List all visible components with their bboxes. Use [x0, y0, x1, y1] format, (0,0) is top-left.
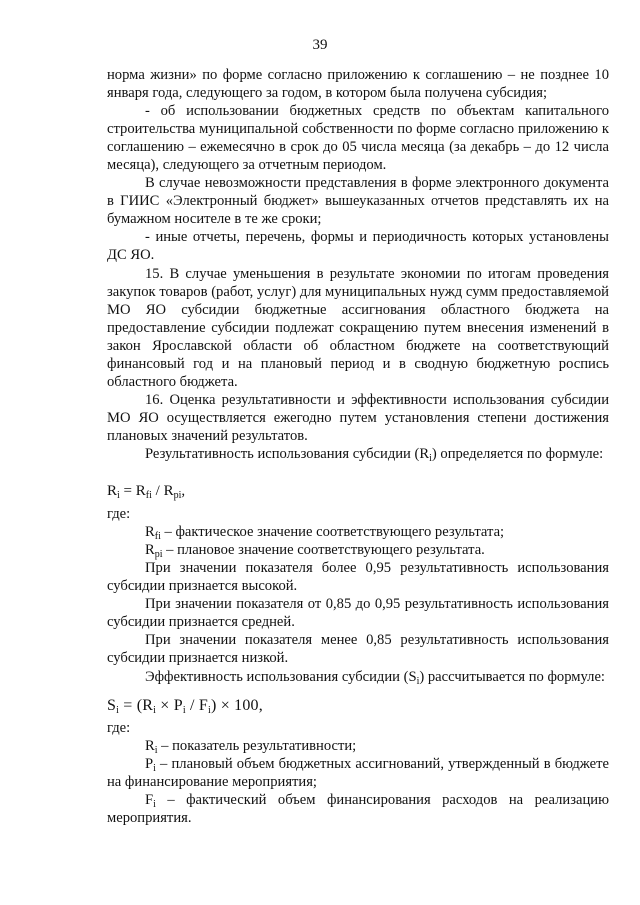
level-low: При значении показателя менее 0,85 результативность использования субсидии признается низкой. [107, 632, 609, 667]
formula-operator: / [151, 483, 164, 500]
document-body [107, 66, 609, 827]
effect-formula-intro [107, 668, 609, 686]
definition-subscript: i [153, 798, 156, 810]
definition-symbol: R [145, 542, 155, 559]
formula-punct: , [181, 483, 186, 500]
paragraph-item-16: 16. Оценка результативности и эффективности использования субсидии МО ЯО осуществляется ежегодно путем установления степени достижения плановых значений результатов. [107, 391, 609, 444]
formula-symbol: R [135, 483, 146, 500]
formula-subscript: i [117, 490, 120, 502]
definition [107, 523, 609, 541]
formula-operator: / [185, 696, 199, 714]
intro-text: Эффективность использования субсидии (S [145, 668, 417, 685]
definition-symbol: P [145, 755, 154, 772]
formula-result [107, 463, 609, 505]
paragraph: - иные отчеты, перечень, формы и периодичность которых установлены ДС ЯО. [107, 229, 609, 264]
formula-subscript: i [182, 704, 186, 716]
where-label: где: [107, 506, 131, 523]
paragraph: норма жизни» по форме согласно приложению к соглашению – не позднее 10 января года, следующего за годом, в котором была получена субсидия; [107, 67, 609, 102]
formula-punct: ) × 100, [210, 696, 263, 714]
formula-symbol: S [107, 696, 117, 714]
formula-operator: = [119, 483, 136, 500]
definition-symbol: R [145, 737, 155, 754]
intro-text: Результативность использования субсидии (R [145, 445, 430, 462]
formula-symbol: R [107, 483, 118, 500]
level-high: При значении показателя более 0,95 результативность использования субсидии признается высокой. [107, 560, 609, 595]
definition-subscript: i [154, 744, 158, 756]
formula-symbol: P [173, 696, 183, 714]
result-formula-intro [107, 445, 609, 463]
formula-operator: × [156, 696, 174, 714]
definition-text: – фактическое значение соответствующего результата; [160, 524, 505, 541]
definition-symbol: F [145, 791, 154, 808]
definition-symbol: R [145, 524, 155, 541]
definition-text: – плановый объем бюджетных ассигнований, утвержденный в бюджете на финансирование мероприятия; [107, 755, 609, 790]
formula-symbol: R [142, 696, 154, 714]
formula-subscript: i [153, 704, 157, 716]
intro-tail: ) рассчитывается по формуле: [419, 668, 605, 685]
paragraph: - об использовании бюджетных средств по объектам капитального строительства муниципальной собственности по форме согласно приложению к соглашению – ежемесячно в срок до 05 числа месяца (за декабрь – до 12 числа месяца), следующего за отчетным периодом. [107, 103, 609, 174]
definition [107, 737, 609, 755]
subscript: i [429, 452, 432, 464]
formula-subscript: i [116, 704, 120, 716]
formula-operator: = ( [119, 696, 143, 714]
formula-effect [107, 686, 609, 719]
definition [107, 755, 609, 791]
formula-symbol: R [163, 483, 174, 500]
definition-text: – фактический объем финансирования расходов на реализацию мероприятия. [107, 791, 609, 826]
formula-subscript: fi [145, 490, 152, 502]
definition-subscript: i [153, 762, 156, 774]
intro-tail: ) определяется по формуле: [431, 445, 604, 462]
definition-text: – плановое значение соответствующего результата. [162, 542, 485, 559]
definition-subscript: fi [154, 531, 161, 543]
definition [107, 791, 609, 827]
definition-subscript: pi [154, 549, 163, 561]
level-medium: При значении показателя от 0,85 до 0,95 результативность использования субсидии признается средней. [107, 596, 609, 631]
paragraph-item-15: 15. В случае уменьшения в результате экономии по итогам проведения закупок товаров (работ, услуг) для муниципальных нужд сумм предоставляемой МО ЯО субсидии бюджетные ассигнования областного бюджета на предоставление субсидии подлежат сокращению путем внесения изменений в закон Ярославской области об областном бюджете на соответствующий финансовый год и на плановый период и в сводную бюджетную роспись областного бюджета. [107, 265, 609, 390]
paragraph: В случае невозможности представления в форме электронного документа в ГИИС «Электронный бюджет» вышеуказанных отчетов представлять их на бумажном носителе в те же сроки; [107, 175, 609, 228]
formula-subscript: i [207, 704, 211, 716]
formula-subscript: pi [173, 490, 182, 502]
subscript: i [416, 675, 420, 687]
formula-symbol: F [198, 696, 208, 714]
definition [107, 541, 609, 559]
definition-text: – показатель результативности; [157, 737, 357, 754]
page-number: 39 [312, 37, 328, 53]
where-label: где: [107, 719, 131, 736]
